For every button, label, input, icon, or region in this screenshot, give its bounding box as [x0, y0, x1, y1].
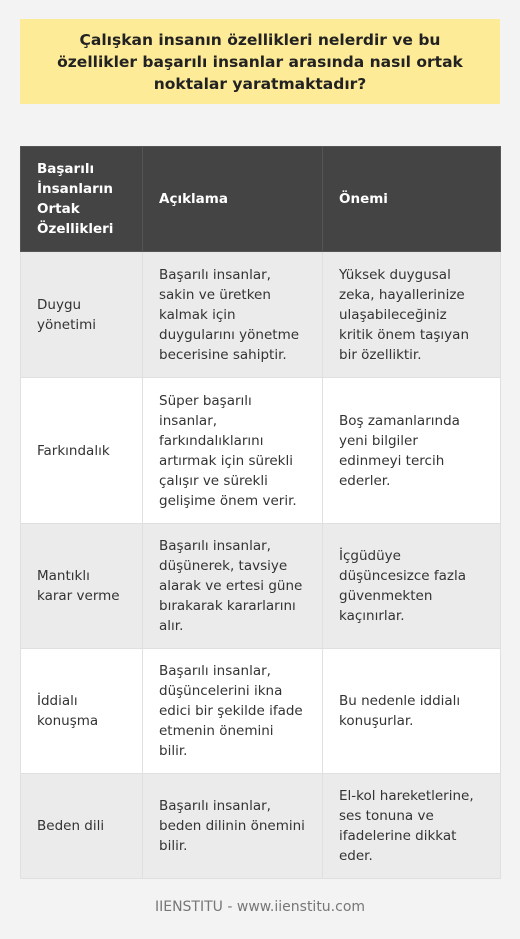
- table-cell: Beden dili: [21, 774, 143, 879]
- table-row: [21, 378, 501, 524]
- table-cell: İçgüdüye düşüncesizce fazla güvenmekten kaçınırlar.: [323, 524, 501, 649]
- table-cell: El-kol hareketlerine, ses tonuna ve ifadelerine dikkat eder.: [323, 774, 501, 879]
- table-row: [21, 774, 501, 879]
- header-cell-features: Başarılı İnsanların Ortak Özellikleri: [21, 147, 143, 252]
- table-cell: Duygu yönetimi: [21, 252, 143, 378]
- header-cell-description: Açıklama: [143, 147, 323, 252]
- table-cell: Mantıklı karar verme: [21, 524, 143, 649]
- footer-credit: IIENSTITU - www.iienstitu.com: [154, 899, 366, 915]
- table-cell: Bu nedenle iddialı konuşurlar.: [323, 649, 501, 774]
- table-cell: Başarılı insanlar, beden dilinin önemini bilir.: [143, 774, 323, 879]
- table-row: [21, 649, 501, 774]
- table-row: [21, 252, 501, 378]
- table-cell: Farkındalık: [21, 378, 143, 524]
- page-title: Çalışkan insanın özellikleri nelerdir ve bu özellikler başarılı insanlar arasında nasıl ortak noktalar yaratmaktadır?: [57, 30, 463, 93]
- table-cell: Yüksek duygusal zeka, hayallerinize ulaşabileceğiniz kritik önem taşıyan bir özelliktir.: [323, 252, 501, 378]
- header-cell-importance: Önemi: [323, 147, 501, 252]
- title-banner: [20, 19, 500, 104]
- comparison-table: [20, 146, 501, 879]
- table-cell: Başarılı insanlar, düşünerek, tavsiye alarak ve ertesi güne bırakarak kararlarını alır.: [143, 524, 323, 649]
- table-row: [21, 524, 501, 649]
- table-cell: Boş zamanlarında yeni bilgiler edinmeyi tercih ederler.: [323, 378, 501, 524]
- table-cell: Başarılı insanlar, düşüncelerini ikna edici bir şekilde ifade etmenin önemini bilir.: [143, 649, 323, 774]
- table-cell: Başarılı insanlar, sakin ve üretken kalmak için duygularını yönetme becerisine sahiptir.: [143, 252, 323, 378]
- table-cell: İddialı konuşma: [21, 649, 143, 774]
- table-header-row: [21, 147, 501, 252]
- table-cell: Süper başarılı insanlar, farkındalıklarını artırmak için sürekli çalışır ve sürekli gelişime önem verir.: [143, 378, 323, 524]
